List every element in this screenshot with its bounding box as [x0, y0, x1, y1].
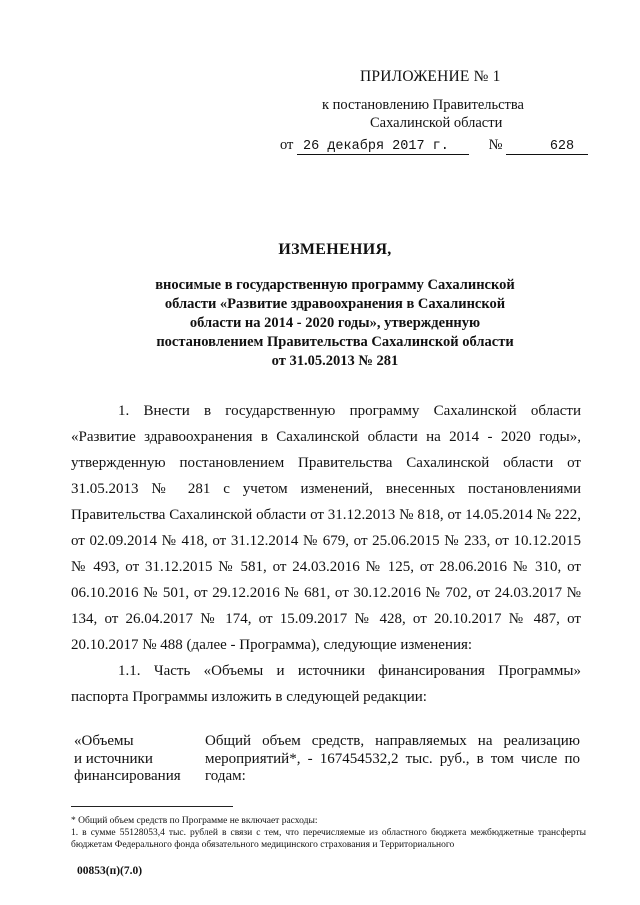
table-left-line: «Объемы — [74, 733, 134, 749]
title-line: вносимые в государственную программу Сахалинской — [155, 277, 515, 293]
table-left-cell — [74, 733, 204, 786]
paragraph-1-1: 1.1. Часть «Объемы и источники финансирования Программы» паспорта Программы изложить в следующей редакции: — [71, 663, 581, 705]
title-line: области «Развитие здравоохранения в Сахалинской — [164, 296, 506, 312]
table-left-line: финансирования — [74, 768, 181, 784]
title-line: области на 2014 - 2020 годы», утвержденную — [189, 315, 481, 331]
footnote-divider — [71, 806, 233, 807]
resolution-number: 628 — [506, 140, 588, 155]
resolution-date: 26 декабря 2017 г. — [297, 140, 469, 155]
title-heading: ИЗМЕНЕНИЯ, — [278, 241, 392, 258]
footnote-line: * Общий объем средств по Программе не включает расходы: — [71, 816, 318, 826]
date-prefix: от — [280, 137, 294, 153]
title-line: постановлением Правительства Сахалинской области — [156, 334, 514, 350]
footnote-line: 1. в сумме 55128053,4 тыс. рублей в связи с тем, что перечисляемые из областного бюджета межбюджетные трансферты бюджетам Федерального фонда обязательного медицинского страхования и Территориального — [71, 828, 586, 850]
table-left-line: и источники — [74, 750, 153, 767]
resolution-line-1: к постановлению Правительства — [322, 97, 524, 113]
title-line: от 31.05.2013 № 281 — [271, 353, 399, 369]
document-title — [120, 241, 550, 371]
annex-title: ПРИЛОЖЕНИЕ № 1 — [360, 68, 501, 85]
date-number-line — [280, 137, 588, 155]
number-prefix: № — [488, 137, 503, 153]
footnote — [71, 815, 586, 851]
document-code: 00853(п)(7.0) — [77, 865, 143, 877]
paragraph-1: 1. Внести в государственную программу Сахалинской области «Развитие здравоохранения в Сахалинской области на 2014 - 2020 годы», утвержденную постановлением Правительства Сахалинской области от 31.05.2013 № 281 с учетом изменений, внесенных постановлениями Правительства Сахалинской области от 31.12.2013 № 818, от 14.05.2014 № 222, от 02.09.2014 № 418, от 31.12.2014 № 679, от 25.06.2015 № 233, от 10.12.2015 № 493, от 31.12.2015 № 581, от 24.03.2016 № 125, от 28.06.2016 № 310, от 06.10.2016 № 501, от 29.12.2016 № 681, от 30.12.2016 № 702, от 24.03.2017 № 134, от 26.04.2017 № 174, от 15.09.2017 № 428, от 20.10.2017 № 487, от 20.10.2017 № 488 (далее - Программа), следующие изменения: — [71, 403, 581, 653]
table-right-cell: Общий объем средств, направляемых на реализацию мероприятий*, - 167454532,2 тыс. руб., в том числе по годам: — [205, 733, 580, 784]
main-text — [71, 398, 581, 710]
resolution-line-2: Сахалинской области — [370, 115, 503, 131]
